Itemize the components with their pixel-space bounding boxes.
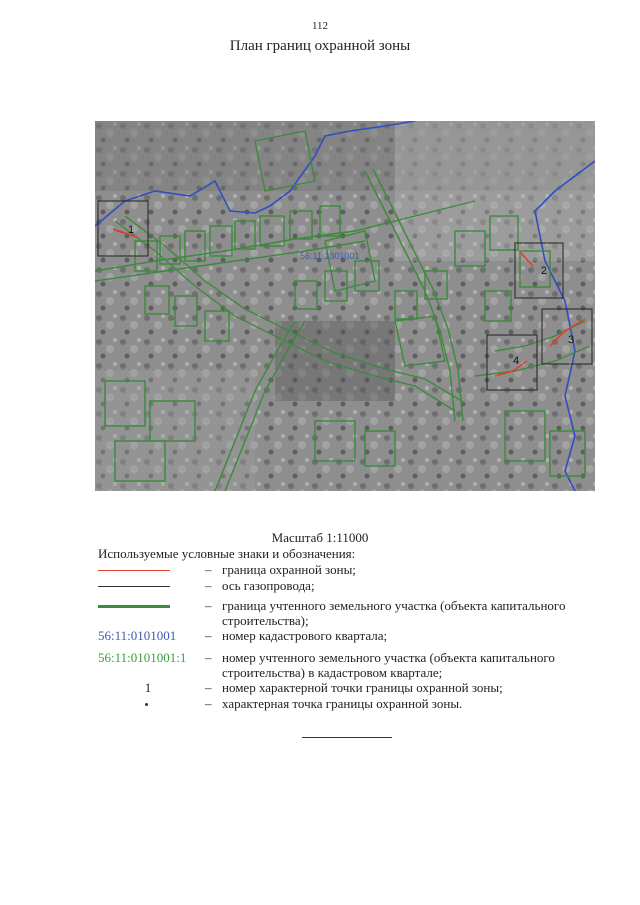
point-label-4: 4: [513, 355, 520, 367]
point-label-1: 1: [128, 224, 135, 236]
legend-dash: –: [205, 696, 212, 711]
legend-desc: характерная точка границы охранной зоны.: [222, 696, 463, 711]
legend-symbol-quarter-number: 56:11:0101001: [98, 628, 177, 643]
legend-symbol-characteristic-point: [98, 696, 198, 711]
legend-symbol-parcel-number: 56:11:0101001:1: [98, 650, 187, 665]
legend-symbol-point-number: 1: [144, 680, 152, 695]
page-title: План границ охранной зоны: [229, 38, 411, 54]
point-dot-icon: [145, 703, 148, 706]
legend-dash: –: [205, 650, 212, 665]
map-scale: Масштаб 1:11000: [271, 530, 369, 545]
point-label-2: 2: [541, 265, 548, 277]
legend-dash: –: [205, 598, 212, 613]
legend-dash: –: [205, 562, 212, 577]
bottom-rule: [302, 737, 392, 738]
satellite-map: [95, 121, 595, 491]
legend-desc: граница охранной зоны;: [222, 562, 356, 577]
legend-dash: –: [205, 628, 212, 643]
legend-desc: номер кадастрового квартала;: [222, 628, 388, 643]
legend-symbol-pipeline-axis: [98, 578, 198, 593]
legend-desc: номер характерной точки границы охранной зоны;: [222, 680, 503, 695]
legend-dash: –: [205, 680, 212, 695]
quarter-label: 56:11:1301001: [300, 251, 360, 261]
legend-desc: ось газопровода;: [222, 578, 315, 593]
map-drawing: [95, 121, 595, 491]
legend-symbol-zone-border: [98, 562, 198, 577]
page-number: 112: [311, 20, 329, 32]
legend-symbol-parcel-border: [98, 598, 198, 613]
legend-dash: –: [205, 578, 212, 593]
point-label-3: 3: [568, 334, 575, 346]
legend-heading: Используемые условные знаки и обозначения:: [98, 546, 356, 561]
legend-desc: номер учтенного земельного участка (объекта капитального строительства) в кадастровом квартале;: [222, 650, 555, 680]
legend-desc: граница учтенного земельного участка (объекта капитального строительства);: [222, 598, 566, 628]
